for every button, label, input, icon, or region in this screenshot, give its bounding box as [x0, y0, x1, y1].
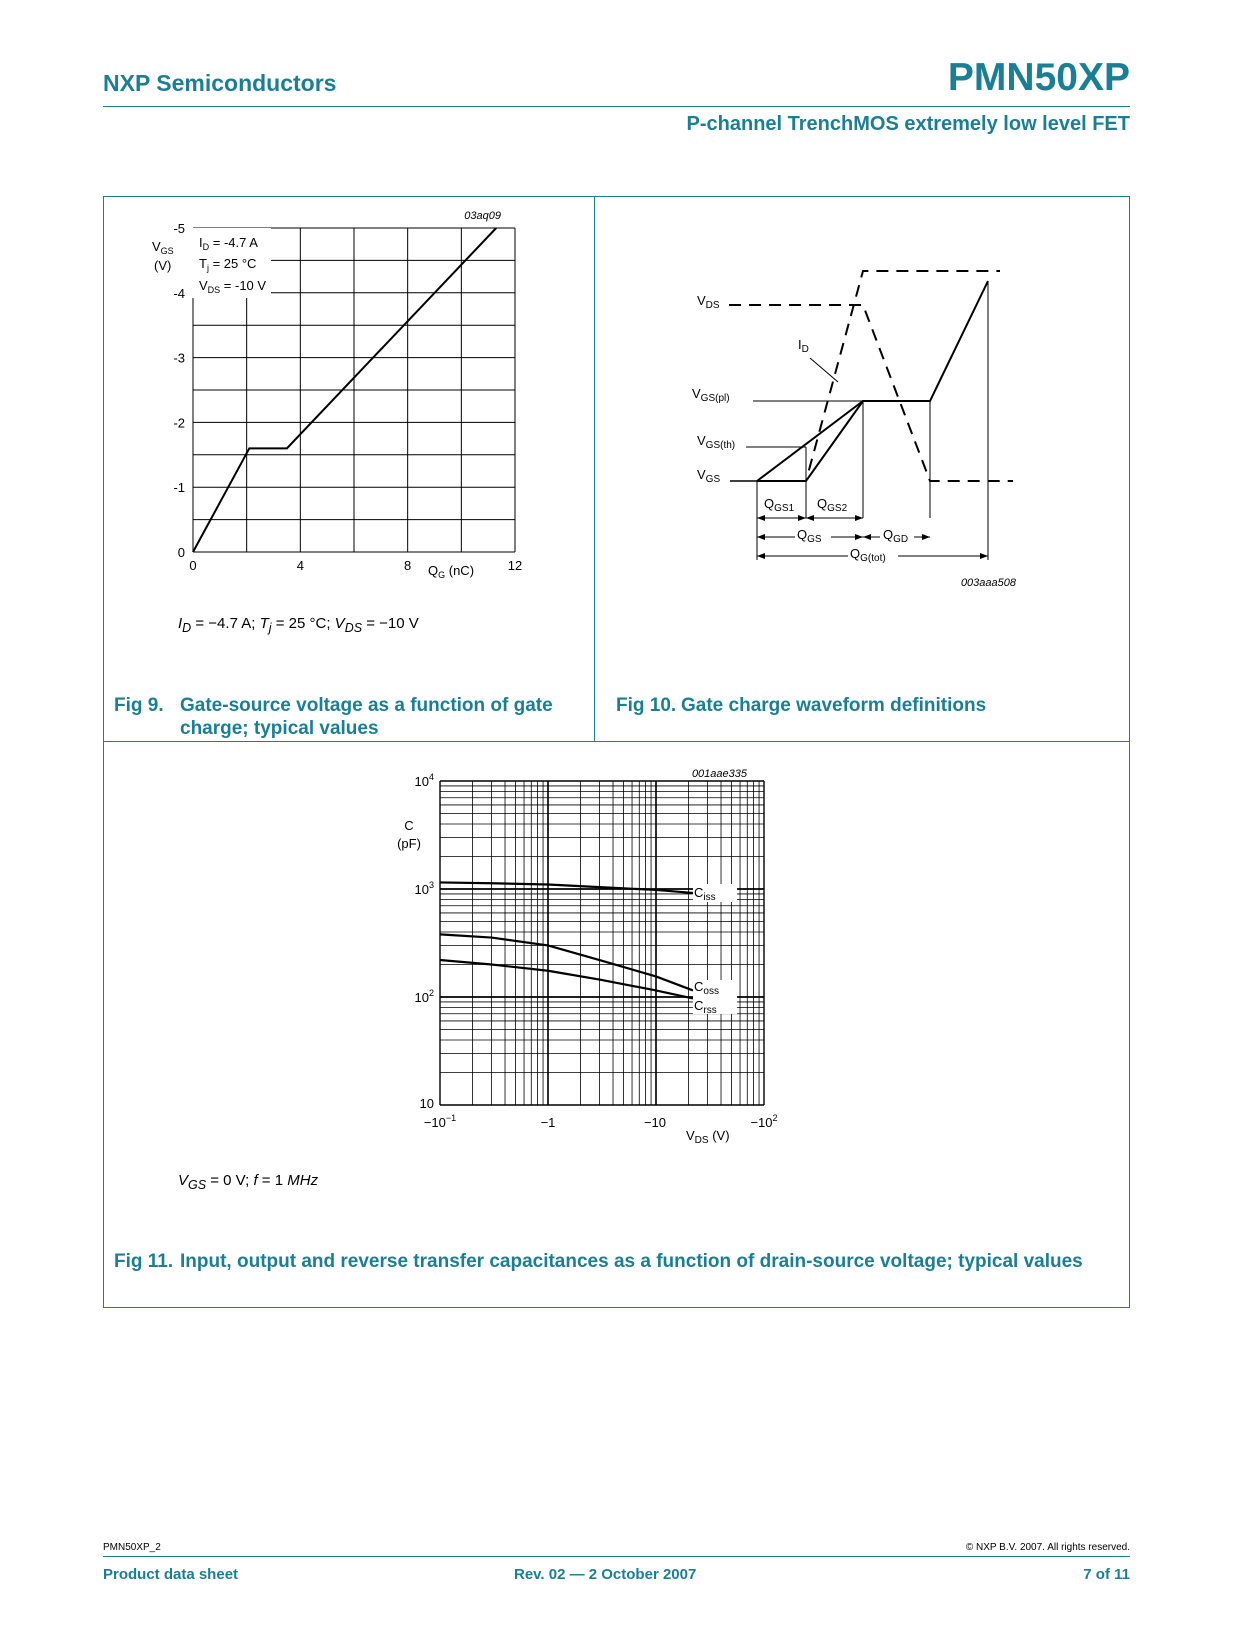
- fig10-label-qgs2: $Q_{GS2}$: [817, 496, 848, 514]
- fig9-ytick: -3: [173, 350, 185, 366]
- fig11-ytick: $10^2$: [414, 988, 434, 1005]
- fig9-ytick: -2: [173, 415, 185, 431]
- fig10-label-vgsth: $V_{GS(th)}$: [697, 433, 736, 451]
- fig9-ytick: -1: [173, 480, 185, 496]
- fig11-series-crss: [440, 960, 693, 998]
- fig10-label-qgd: $Q_{GD}$: [883, 527, 909, 545]
- fig9-legend-vds: $V_{DS} = -10$ V: [199, 278, 267, 295]
- fig10-label-vds: $V_{DS}$: [697, 293, 720, 311]
- fig10-label-qgs: $Q_{GS}$: [797, 527, 822, 545]
- fig11-ytick: $10^3$: [414, 880, 434, 897]
- footer-document-type: Product data sheet: [103, 1566, 239, 1583]
- fig9-legend-id: $I_D = -4.7$ A: [199, 235, 258, 252]
- fig11-ytick: $10^4$: [414, 772, 434, 789]
- fig11-label-crss: $C_{rss}$: [694, 998, 717, 1016]
- fig9-xlabel: $Q_G$ (nC): [428, 563, 475, 580]
- fig9-caption: Fig 9. Gate-source voltage as a function of gate charge; typical values: [114, 695, 553, 739]
- fig11-yunit: (pF): [397, 836, 421, 851]
- fig11-ylabel: C: [404, 818, 414, 833]
- footer-document-id: PMN50XP_2: [103, 1542, 161, 1553]
- fig9-ytick: -5: [173, 221, 185, 236]
- part-number: PMN50XP: [947, 56, 1130, 99]
- fig9-xtick: 4: [296, 558, 304, 573]
- company-name: NXP Semiconductors: [103, 70, 337, 96]
- fig11-series-ciss: [440, 882, 693, 892]
- fig10-label-qgtot: $Q_{G(tot)}$: [850, 546, 886, 564]
- fig9-xtick: 12: [507, 558, 523, 573]
- footer-rule: [103, 1556, 1130, 1557]
- fig11-xtick: $-10^{-1}$: [423, 1113, 457, 1130]
- fig11-caption: Fig 11. Input, output and reverse transfer capacitances as a function of drain-source voltage; typical values: [114, 1251, 1083, 1272]
- fig11-code: 001aae335: [691, 768, 747, 780]
- fig9-ytick: 0: [177, 545, 185, 560]
- footer-revision: Rev. 02 — 2 October 2007: [514, 1566, 697, 1583]
- fig10-label-vgspl: $V_{GS(pl)}$: [692, 386, 730, 404]
- fig11-xtick: $-10^2$: [750, 1113, 778, 1130]
- fig11-label-coss: $C_{oss}$: [694, 979, 719, 997]
- footer-page-number: 7 of 11: [1083, 1566, 1130, 1583]
- fig11-xlabel: $V_{DS}$ (V): [686, 1128, 730, 1146]
- fig9-xtick: 8: [404, 558, 412, 573]
- fig11-ytick: 10: [419, 1096, 434, 1111]
- fig9-ytick: -4: [173, 285, 185, 301]
- fig11-grid: [440, 781, 764, 1105]
- fig9-conditions: $I_D = -4.7$ A; $T_j = 25$ °C; $V_{DS} = -10$ V: [178, 615, 419, 635]
- footer-copyright: © NXP B.V. 2007. All rights reserved.: [965, 1542, 1130, 1553]
- fig10-code: 003aaa508: [960, 577, 1016, 589]
- document-subtitle: P-channel TrenchMOS extremely low level FET: [686, 113, 1130, 135]
- fig11-xtick: −10: [643, 1115, 667, 1130]
- fig9-xtick: 0: [189, 558, 197, 573]
- fig9-code: 03aq09: [464, 210, 501, 222]
- fig11-conditions: $V_{GS} = 0$ V; f = 1 MHz: [178, 1172, 319, 1192]
- fig9-ylabel: $V_{GS}$: [152, 239, 174, 256]
- fig9-yunit: (V): [154, 258, 172, 273]
- fig10-label-id: $I_D$: [798, 337, 809, 355]
- fig11-label-ciss: $C_{iss}$: [694, 885, 716, 903]
- fig9-legend-tj: $T_j = 25$ °C: [199, 256, 257, 273]
- fig10-caption: Fig 10. Gate charge waveform definitions: [616, 695, 987, 716]
- fig10-label-qgs1: $Q_{GS1}$: [764, 496, 795, 514]
- fig10-label-vgs: $V_{GS}$: [697, 467, 721, 485]
- fig11-xtick: −1: [540, 1115, 556, 1130]
